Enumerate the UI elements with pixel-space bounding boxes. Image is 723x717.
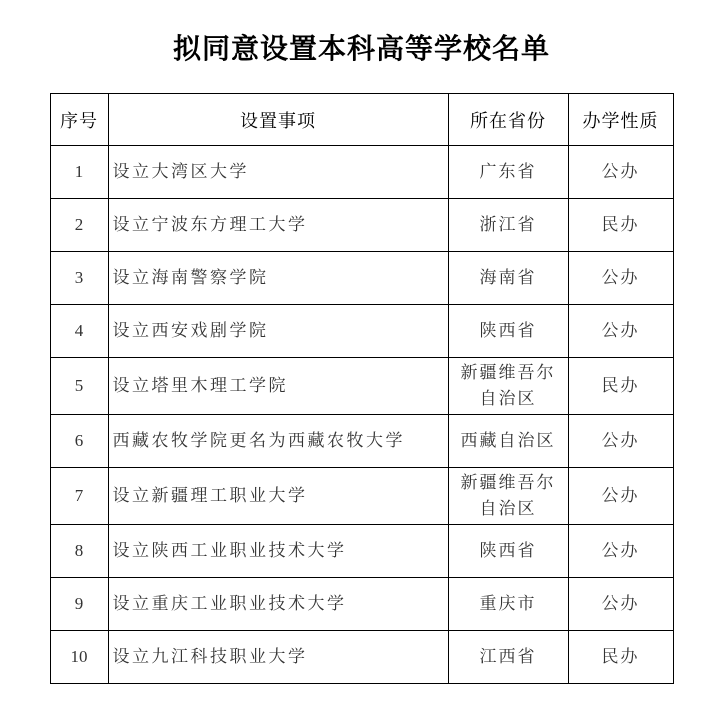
table-header [50,94,673,146]
row-nature-cell: 民办 [568,631,673,684]
row-number-cell: 4 [50,305,108,358]
row-item-cell: 设立塔里木理工学院 [108,358,448,415]
row-item-cell: 设立陕西工业职业技术大学 [108,525,448,578]
table-row [50,578,673,631]
row-number-cell: 5 [50,358,108,415]
row-number-cell: 6 [50,415,108,468]
row-number-cell: 10 [50,631,108,684]
row-province-cell: 新疆维吾尔自治区 [448,358,568,415]
table-row [50,146,673,199]
row-nature-cell: 公办 [568,252,673,305]
row-item-cell: 设立大湾区大学 [108,146,448,199]
table-body [50,146,673,684]
row-number-cell: 8 [50,525,108,578]
schools-table [50,93,674,684]
row-province-cell: 浙江省 [448,199,568,252]
row-nature-cell: 公办 [568,146,673,199]
row-number-cell: 3 [50,252,108,305]
row-province-cell: 江西省 [448,631,568,684]
page-title: 拟同意设置本科高等学校名单 [172,33,550,64]
table-row [50,525,673,578]
row-province-cell: 陕西省 [448,525,568,578]
table-row [50,252,673,305]
row-nature-cell: 公办 [568,305,673,358]
table-row [50,358,673,415]
table-row [50,415,673,468]
row-number-cell: 1 [50,146,108,199]
row-item-cell: 西藏农牧学院更名为西藏农牧大学 [108,415,448,468]
row-number-cell: 2 [50,199,108,252]
row-number-cell: 9 [50,578,108,631]
row-item-cell: 设立宁波东方理工大学 [108,199,448,252]
row-nature-cell: 公办 [568,415,673,468]
table-row [50,199,673,252]
row-item-cell: 设立新疆理工职业大学 [108,468,448,525]
row-number-cell: 7 [50,468,108,525]
header-row [50,94,673,146]
row-province-cell: 海南省 [448,252,568,305]
table-row [50,631,673,684]
row-nature-cell: 公办 [568,578,673,631]
row-nature-cell: 公办 [568,468,673,525]
row-province-cell: 重庆市 [448,578,568,631]
table-row [50,305,673,358]
col-header-item: 设置事项 [108,94,448,146]
row-item-cell: 设立重庆工业职业技术大学 [108,578,448,631]
row-item-cell: 设立海南警察学院 [108,252,448,305]
row-province-cell: 新疆维吾尔自治区 [448,468,568,525]
row-province-cell: 陕西省 [448,305,568,358]
row-province-cell: 西藏自治区 [448,415,568,468]
row-nature-cell: 民办 [568,199,673,252]
col-header-no: 序号 [50,94,108,146]
row-item-cell: 设立西安戏剧学院 [108,305,448,358]
row-item-cell: 设立九江科技职业大学 [108,631,448,684]
col-header-nature: 办学性质 [568,94,673,146]
col-header-province: 所在省份 [448,94,568,146]
row-province-cell: 广东省 [448,146,568,199]
table-row [50,468,673,525]
row-nature-cell: 民办 [568,358,673,415]
row-nature-cell: 公办 [568,525,673,578]
